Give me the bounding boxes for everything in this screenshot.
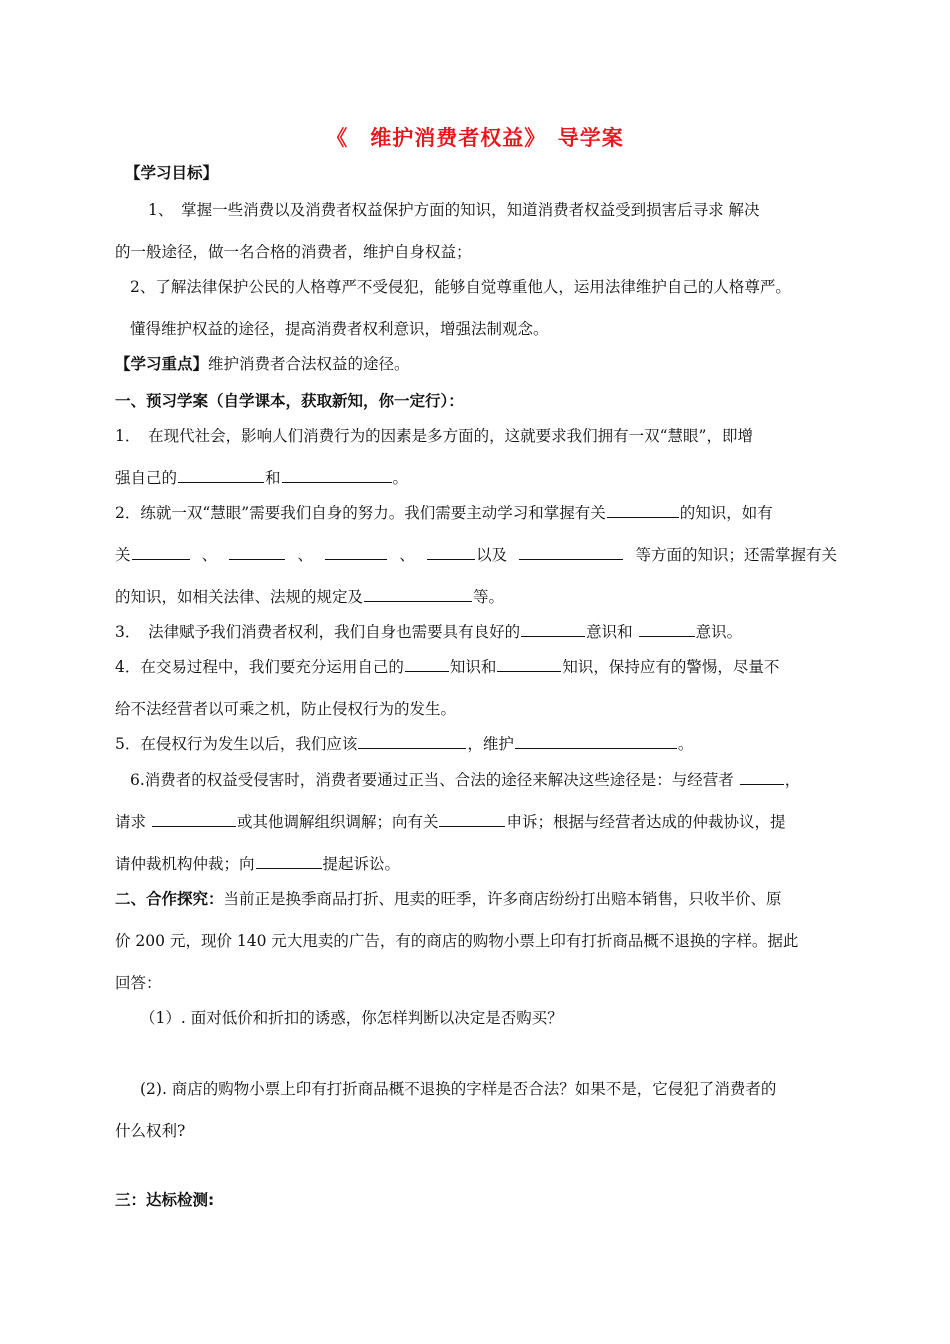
q2-text-g: 等。 [473, 588, 505, 606]
q6-text-d: 或其他调解组织调解；向有关 [236, 813, 439, 831]
section2-text-1: 当前正是换季商品打折、甩卖的旺季，许多商店纷纷打出赔本销售，只收半价、原 [223, 890, 782, 908]
objective-2-line-2: 懂得维护权益的途径，提高消费者权利意识，增强法制观念。 [130, 320, 549, 338]
q2-line-1 [115, 503, 837, 523]
q6-blank-2[interactable] [152, 812, 236, 827]
section2-question-2-line-1: (2). 商店的购物小票上印有打折商品概不退换的字样是否合法？如果不是，它侵犯了消费者的 [140, 1080, 777, 1098]
q2-blank-2[interactable] [132, 545, 190, 560]
q5-text-c: 。 [677, 735, 694, 753]
q5-line [115, 734, 837, 754]
section3-heading: 三：达标检测: [115, 1191, 215, 1209]
q4-blank-2[interactable] [497, 657, 561, 672]
q6-blank-3[interactable] [439, 812, 505, 827]
q2-blank-3[interactable] [229, 545, 285, 560]
q2-text-d: 以及 [476, 546, 508, 564]
q1-line-2 [115, 468, 837, 488]
q1-blank-1[interactable] [178, 468, 264, 483]
q5-text-b: ，维护 [467, 735, 514, 753]
q4-line-2: 给不法经营者以可乘之机，防止侵权行为的发生。 [115, 700, 457, 718]
q5-blank-1[interactable] [358, 734, 466, 749]
q6-text-a: 6.消费者的权益受侵害时，消费者要通过正当、合法的途径来解决这些途径是：与经营者 [130, 771, 734, 789]
q6-text-g: 提起诉讼。 [322, 855, 401, 873]
q6-text-c: 请求 [115, 813, 147, 831]
objective-1-line-2: 的一般途径，做一名合格的消费者，维护自身权益； [115, 243, 472, 261]
page-title: 《 维护消费者权益》 导学案 [326, 126, 624, 150]
q1-text-a: 强自己的 [115, 469, 178, 487]
q2-blank-7[interactable] [364, 587, 472, 602]
q6-blank-4[interactable] [256, 854, 322, 869]
objectives-heading: 【学习目标】 [125, 164, 219, 182]
section2-question-2-line-2: 什么权利? [115, 1122, 186, 1140]
q3-blank-2[interactable] [639, 622, 695, 637]
q2-blank-6[interactable] [519, 545, 623, 560]
q4-text-a: 4．在交易过程中，我们要充分运用自己的 [115, 658, 404, 676]
focus-text: 维护消费者合法权益的途径。 [208, 355, 410, 373]
q2-text-a: 2．练就一双“慧眼”需要我们自身的努力。我们需要主动学习和掌握有关 [115, 504, 606, 522]
objective-2-line-1: 2、了解法律保护公民的人格尊严不受侵犯，能够自觉尊重他人，运用法律维护自己的人格尊严。 [130, 278, 791, 296]
objective-1-line-1: 1、 掌握一些消费以及消费者权益保护方面的知识，知道消费者权益受到损害后寻求 解决 [148, 201, 760, 219]
q3-text-c: 意识。 [695, 623, 743, 641]
q2-text-f: 的知识，如相关法律、法规的规定及 [115, 588, 364, 606]
q5-text-a: 5．在侵权行为发生以后，我们应该 [115, 735, 358, 753]
section2-line-3: 回答： [115, 974, 162, 992]
q2-text-b: 的知识，如有 [679, 504, 773, 522]
q3-text-a: 3． 法律赋予我们消费者权利，我们自身也需要具有良好的 [115, 623, 521, 641]
q4-text-b: 知识和 [449, 658, 497, 676]
q3-text-b: 意识和 [586, 623, 633, 641]
section2-line-1 [115, 889, 837, 909]
q3-blank-1[interactable] [521, 622, 585, 637]
section1-heading: 一、预习学案（自学课本，获取新知，你一定行）： [115, 392, 464, 410]
q2-sep-2: 、 [297, 546, 314, 564]
q2-text-e: 等方面的知识；还需掌握有关 [635, 546, 837, 564]
q6-text-e: 申诉；根据与经营者达成的仲裁协议，提 [506, 813, 786, 831]
q2-blank-5[interactable] [427, 545, 475, 560]
q2-text-c: 关 [115, 546, 131, 564]
q3-line [115, 622, 837, 642]
q6-text-f: 请仲裁机构仲裁；向 [115, 855, 255, 873]
focus-line [115, 354, 837, 374]
q6-blank-1[interactable] [740, 770, 784, 785]
q6-text-b: ， [784, 771, 801, 789]
q4-text-c: 知识，保持应有的警惕，尽量不 [562, 658, 780, 676]
q1-blank-2[interactable] [282, 468, 392, 483]
q6-line-1 [130, 770, 842, 790]
section2-line-2: 价 200 元，现价 140 元大甩卖的广告，有的商店的购物小票上印有打折商品概不退换的字样。据此 [115, 932, 799, 950]
q2-line-2 [115, 545, 837, 565]
q4-blank-1[interactable] [405, 657, 449, 672]
focus-heading: 【学习重点】 [115, 355, 209, 373]
q6-line-2 [115, 812, 837, 832]
q1-text-c: 。 [392, 469, 409, 487]
section2-question-1: （1）. 面对低价和折扣的诱惑，你怎样判断以决定是否购买？ [140, 1009, 563, 1027]
q2-sep-3: 、 [399, 546, 415, 564]
q1-line-1: 1． 在现代社会，影响人们消费行为的因素是多方面的，这就要求我们拥有一双“慧眼”，即增 [115, 427, 753, 445]
q4-line-1 [115, 657, 837, 677]
q1-text-b: 和 [265, 469, 281, 487]
q5-blank-2[interactable] [515, 734, 677, 749]
q2-blank-1[interactable] [607, 503, 679, 518]
q2-line-3 [115, 587, 837, 607]
section2-heading: 二、合作探究： [115, 890, 224, 908]
q2-blank-4[interactable] [325, 545, 387, 560]
q2-sep-1: 、 [201, 546, 218, 564]
q6-line-3 [115, 854, 837, 874]
